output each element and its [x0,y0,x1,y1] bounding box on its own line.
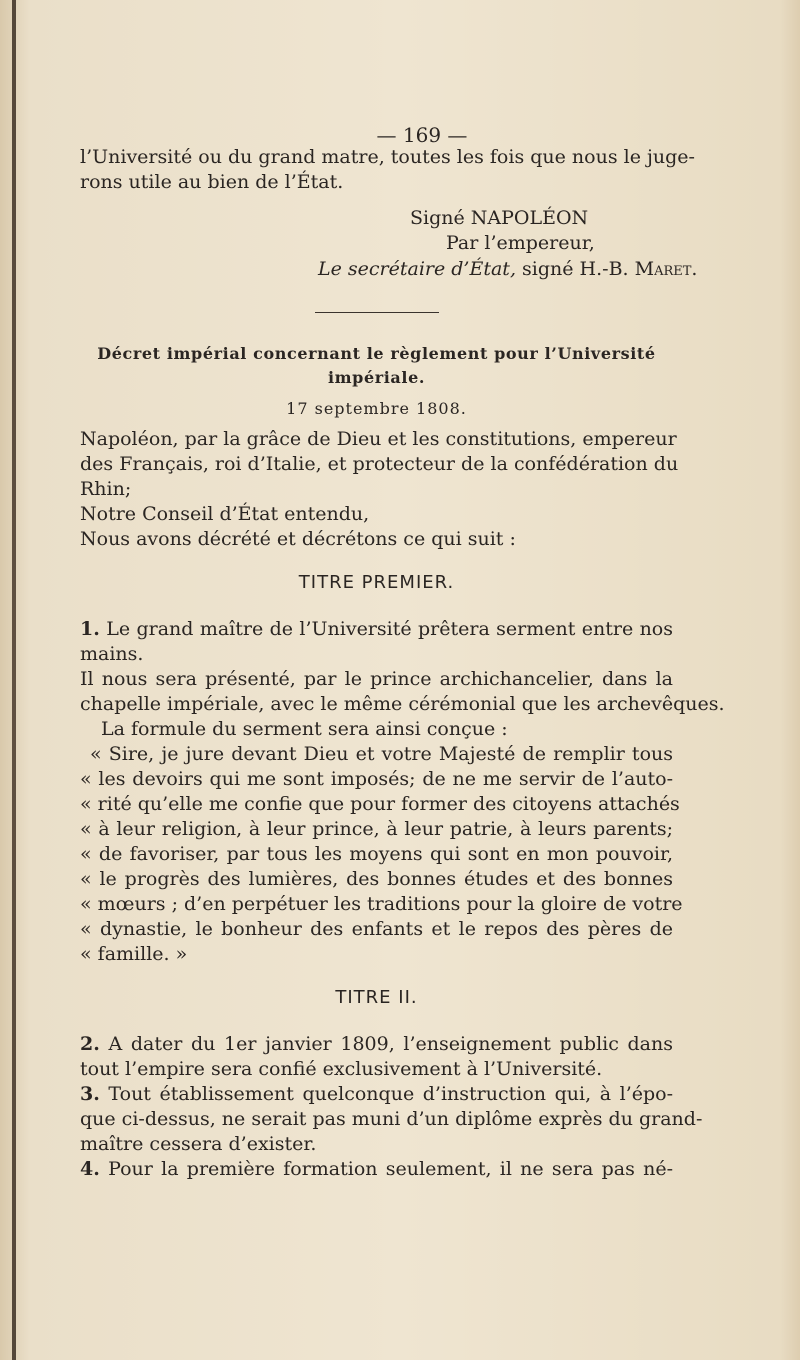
secretary-name: Maret. [634,258,698,280]
preamble-line: Napoléon, par la grâce de Dieu et les constitutions, empereur [80,428,677,450]
article-3-line: maître cessera d’exister. [80,1133,317,1155]
signature-by: Par l’empereur, [446,232,595,254]
oath-line: « Sire, je jure devant Dieu et votre Majesté de remplir tous [90,743,673,765]
oath-line: « à leur religion, à leur prince, à leur patrie, à leurs parents; [80,818,673,840]
article-1-line: mains. [80,643,144,665]
oath-line: « les devoirs qui me sont imposés; de ne me servir de l’auto- [80,768,673,790]
article-1-line: 1. Le grand maître de l’Université prêtera serment entre nos [80,618,673,640]
page-number: — 169 — [376,123,468,147]
opening-line-2: rons utile au bien de l’État. [80,171,344,193]
article-2-number: 2. [80,1033,100,1055]
article-1-number: 1. [80,618,100,640]
article-3-line: 3. Tout établissement quelconque d’instruction qui, à l’épo- [80,1083,673,1105]
article-1-line: La formule du serment sera ainsi conçue : [101,718,508,740]
preamble-line: des Français, roi d’Italie, et protecteur de la confédération du [80,453,679,475]
signature-secretary [318,257,697,282]
binding-edge [12,0,16,1360]
signature-signed: Signé NAPOLÉON [410,207,589,229]
oath-line: « famille. » [80,943,188,965]
secretary-signed: signé H.-B. [515,258,635,280]
secretary-title: Le secrétaire d’État, [318,258,516,280]
decree-heading-line-1: Décret impérial concernant le règlement pour l’Université [97,344,656,363]
article-1-line: Il nous sera présenté, par le prince archichancelier, dans la [80,668,673,690]
oath-line: « rité qu’elle me confie que pour former des citoyens attachés [80,793,680,815]
opening-line-1: l’Université ou du grand matre, toutes les fois que nous le juge- [80,146,695,168]
article-4-line: 4. Pour la première formation seulement, il ne sera pas né- [80,1158,673,1180]
oath-line: « de favoriser, par tous les moyens qui sont en mon pouvoir, [80,843,673,865]
titre-premier: TITRE PREMIER. [298,572,455,593]
preamble-line: Notre Conseil d’État entendu, [80,503,370,525]
article-3-number: 3. [80,1083,100,1105]
article-1-line: chapelle impériale, avec le même cérémonial que les archevêques. [80,693,725,715]
preamble-line: Rhin; [80,478,132,500]
titre-ii: TITRE II. [335,987,418,1008]
oath-line: « le progrès des lumières, des bonnes études et des bonnes [80,868,673,890]
oath-line: « dynastie, le bonheur des enfants et le repos des pères de [80,918,673,940]
article-3-line: que ci-dessus, ne serait pas muni d’un diplôme exprès du grand- [80,1108,703,1130]
oath-line: « mœurs ; d’en perpétuer les traditions pour la gloire de votre [80,893,683,915]
article-4-number: 4. [80,1158,100,1180]
article-2-line: tout l’empire sera confié exclusivement à l’Université. [80,1058,603,1080]
preamble-line: Nous avons décrété et décrétons ce qui suit : [80,528,516,550]
decree-heading-line-2: impériale. [327,368,426,387]
separator-rule [315,312,439,313]
decree-date: 17 septembre 1808. [286,399,467,418]
article-2-line: 2. A dater du 1er janvier 1809, l’enseignement public dans [80,1033,673,1055]
